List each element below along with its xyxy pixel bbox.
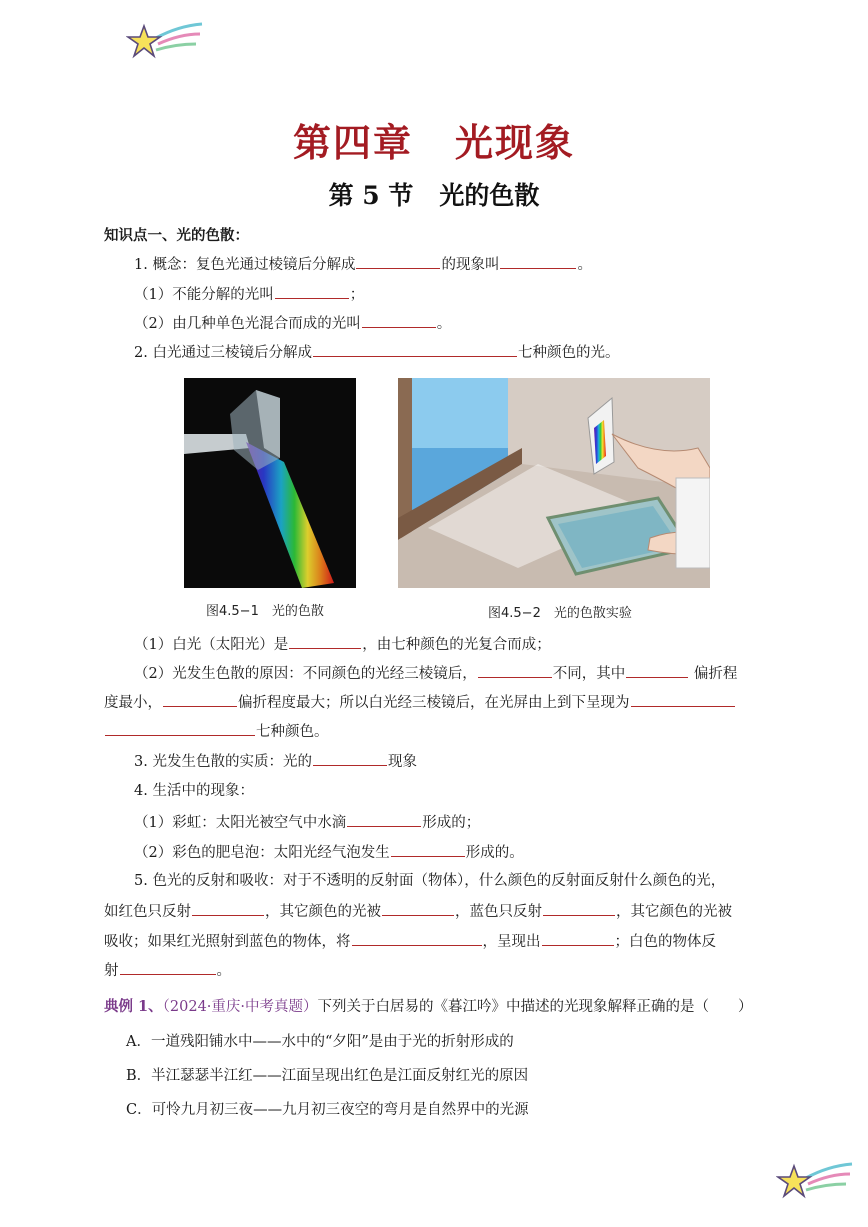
example-label: 典例 1、 bbox=[104, 998, 163, 1015]
answer-blank[interactable] bbox=[382, 901, 454, 916]
text-line: 4. 生活中的现象： bbox=[134, 783, 254, 799]
text-line: （2）由几种单色光混合而成的光叫 。 bbox=[134, 313, 451, 334]
text-line: 3. 光发生色散的实质：光的 现象 bbox=[134, 751, 417, 772]
text-line: （2）光发生色散的原因：不同颜色的光经三棱镜后， 不同，其中 偏折程 bbox=[134, 663, 737, 684]
dispersion-experiment-illustration bbox=[398, 378, 710, 588]
section-title bbox=[0, 176, 868, 212]
answer-blank[interactable] bbox=[542, 931, 614, 946]
answer-blank[interactable] bbox=[313, 751, 387, 766]
text-line: 七种颜色。 bbox=[104, 721, 329, 742]
option-b[interactable]: B．半江瑟瑟半江红——江面呈现出红色是江面反射红光的原因 bbox=[126, 1068, 529, 1084]
option-c[interactable]: C．可怜九月初三夜——九月初三夜空的弯月是自然界中的光源 bbox=[126, 1102, 529, 1118]
text-line: 如红色只反射 ，其它颜色的光被 ，蓝色只反射 ，其它颜色的光被 bbox=[104, 901, 732, 922]
figure-caption: 图4.5−1 光的色散 bbox=[206, 604, 324, 619]
text-line: 吸收；如果红光照射到蓝色的物体，将 ，呈现出 ；白色的物体反 bbox=[104, 931, 716, 952]
answer-blank[interactable] bbox=[543, 901, 615, 916]
shooting-star-icon bbox=[126, 18, 204, 64]
text-line: （1）不能分解的光叫 ； bbox=[134, 284, 364, 305]
shooting-star-icon bbox=[776, 1158, 854, 1204]
prism-dispersion-photo bbox=[184, 378, 356, 588]
text-line: （1）彩虹：太阳光被空气中水滴 形成的； bbox=[134, 812, 480, 833]
answer-blank[interactable] bbox=[478, 663, 552, 678]
answer-blank[interactable] bbox=[352, 931, 482, 946]
text-line: （1）白光（太阳光）是 ，由七种颜色的光复合而成； bbox=[134, 634, 551, 655]
text-line: （2）彩色的肥皂泡：太阳光经气泡发生 形成的。 bbox=[134, 842, 524, 863]
chapter-number: 第四章 bbox=[292, 120, 413, 165]
answer-blank[interactable] bbox=[631, 692, 735, 707]
answer-blank[interactable] bbox=[120, 960, 216, 975]
option-a[interactable]: A．一道残阳铺水中——水中的“夕阳”是由于光的折射形成的 bbox=[126, 1034, 514, 1050]
answer-blank[interactable] bbox=[105, 721, 255, 736]
text-line: 5. 色光的反射和吸收：对于不透明的反射面（物体），什么颜色的反射面反射什么颜色的光， bbox=[134, 873, 726, 889]
answer-blank[interactable] bbox=[362, 313, 436, 328]
example-source: （2024·重庆·中考真题） bbox=[162, 999, 318, 1015]
text-line: 度最小， 偏折程度最大；所以白光经三棱镜后，在光屏由上到下呈现为 bbox=[104, 692, 736, 713]
answer-blank[interactable] bbox=[289, 634, 361, 649]
answer-blank[interactable] bbox=[626, 663, 688, 678]
example-question-text: 下列关于白居易的《暮江吟》中描述的光现象解释正确的是（ ） bbox=[317, 999, 753, 1015]
answer-blank[interactable] bbox=[163, 692, 237, 707]
text-line: 射 。 bbox=[104, 960, 231, 981]
answer-blank[interactable] bbox=[391, 842, 465, 857]
example-question bbox=[104, 997, 753, 1017]
text-line: 1. 概念：复色光通过棱镜后分解成 的现象叫 。 bbox=[134, 254, 592, 275]
text-line: 2. 白光通过三棱镜后分解成 七种颜色的光。 bbox=[134, 342, 619, 363]
chapter-name: 光现象 bbox=[455, 120, 576, 165]
section-name: 光的色散 bbox=[439, 181, 540, 210]
answer-blank[interactable] bbox=[356, 254, 440, 269]
answer-blank[interactable] bbox=[500, 254, 576, 269]
figure-caption: 图4.5−2 光的色散实验 bbox=[488, 606, 632, 621]
chapter-title bbox=[0, 112, 868, 167]
section-number: 第 5 节 bbox=[328, 181, 414, 210]
answer-blank[interactable] bbox=[347, 812, 421, 827]
answer-blank[interactable] bbox=[192, 901, 264, 916]
answer-blank[interactable] bbox=[313, 342, 517, 357]
knowledge-heading: 知识点一、光的色散： bbox=[104, 227, 249, 244]
answer-blank[interactable] bbox=[275, 284, 349, 299]
